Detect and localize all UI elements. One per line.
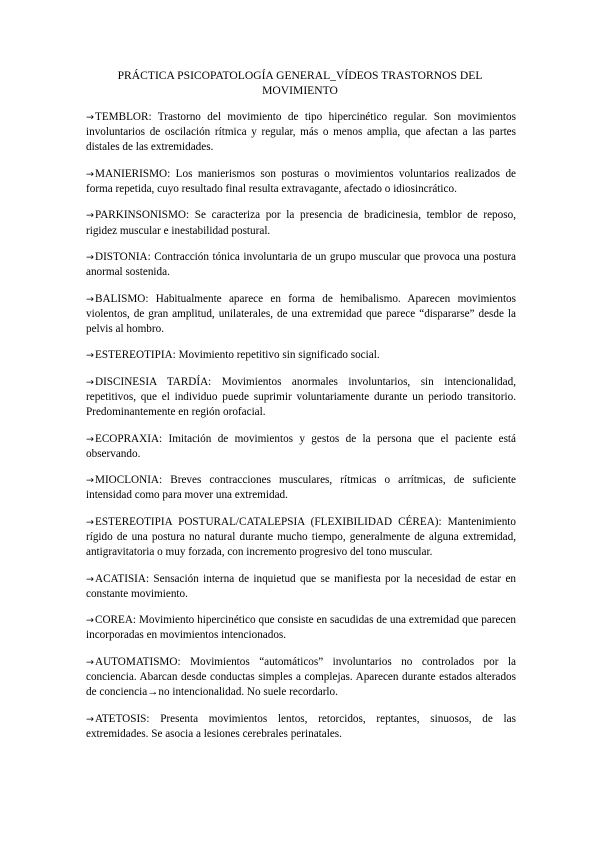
entry-mioclonia — [86, 473, 516, 503]
entry-text: Movimientos anormales involuntarios, sin intencionalidad, repetitivos, que el individuo puede suprimir voluntariamente durante un periodo transitorio. Predominantemente en región orofacial. — [86, 375, 516, 419]
entry-term: PARKINSONISMO: — [95, 209, 190, 222]
entry-term: BALISMO: — [95, 292, 149, 305]
entry-estereotipia — [86, 348, 516, 363]
document-title: PRÁCTICA PSICOPATOLOGÍA GENERAL_VÍDEOS TRASTORNOS DEL MOVIMIENTO — [117, 69, 483, 98]
entry-list — [86, 110, 516, 753]
entry-text: Mantenimiento rígido de una postura no natural durante mucho tiempo, generalmente de alguna extremidad, antigravitatoria o muy forzada, con incremento progresivo del tono muscular. — [86, 515, 516, 559]
entry-parkinsonismo — [86, 208, 516, 238]
entry-acatisia — [86, 572, 516, 602]
entry-text: Movimientos “automáticos” involuntarios no controlados por la conciencia. Abarcan desde conductas simples a complejas. Aparecen durante estados alterados de conciencia→no intencionalidad. No suele recordarlo. — [86, 655, 516, 699]
entry-text: Imitación de movimientos y gestos de la persona que el paciente está observando. — [86, 432, 516, 460]
arrow-icon: → — [86, 376, 94, 388]
arrow-icon: → — [86, 713, 94, 725]
entry-automatismo — [86, 655, 516, 701]
entry-term: TEMBLOR: — [95, 111, 152, 123]
entry-text: Los manierismos son posturas o movimientos voluntarios realizados de forma repetida, cuyo resultado final resulta extravagante, afectado o idiosincrático. — [86, 167, 517, 195]
entry-text: Movimiento repetitivo sin significado social. — [178, 349, 380, 362]
arrow-icon: → — [86, 475, 94, 487]
entry-text: Sensación interna de inquietud que se manifiesta por la necesidad de estar en constante movimiento. — [86, 572, 517, 600]
entry-text: Movimiento hipercinético que consiste en sacudidas de una extremidad que parecen incorporadas en movimientos intencionados. — [86, 614, 517, 642]
entry-text: Habitualmente aparece en forma de hemibalismo. Aparecen movimientos violentos, de gran amplitud, unilaterales, de una extremidad que parece “dispararse” desde la pelvis al hombro. — [86, 292, 517, 335]
arrow-icon: → — [86, 573, 94, 585]
entry-temblor — [86, 110, 516, 156]
entry-estereotipia-postural — [86, 515, 516, 561]
arrow-icon: → — [86, 516, 94, 528]
entry-term: MIOCLONIA: — [95, 474, 163, 487]
entry-manierismo — [86, 167, 516, 197]
entry-term: ATETOSIS: — [95, 712, 150, 725]
entry-discinesia-tardia — [86, 375, 516, 421]
entry-term: AUTOMATISMO: — [95, 655, 181, 668]
entry-term: DISTONIA: — [95, 250, 151, 263]
arrow-icon: → — [86, 168, 94, 180]
entry-term: ECOPRAXIA: — [95, 432, 163, 445]
arrow-icon: → — [86, 656, 94, 668]
arrow-icon: → — [86, 293, 94, 305]
arrow-icon: → — [86, 433, 94, 445]
entry-atetosis — [86, 712, 516, 742]
arrow-icon: → — [86, 350, 94, 362]
entry-text: Trastorno del movimiento de tipo hipercinético regular. Son movimientos involuntarios de oscilación rítmica y regular, más o menos amplia, que afectan a las partes distales de las extremidades. — [86, 111, 516, 154]
entry-term: ESTEREOTIPIA POSTURAL/CATALEPSIA (FLEXIBILIDAD CÉREA): — [95, 515, 442, 528]
entry-term: ESTEREOTIPIA: — [95, 349, 176, 362]
entry-term: ACATISIA: — [95, 572, 150, 585]
arrow-icon: → — [86, 615, 94, 627]
arrow-icon: → — [86, 251, 94, 263]
entry-text: Breves contracciones musculares, rítmicas o arrítmicas, de suficiente intensidad como para mover una extremidad. — [86, 474, 516, 502]
entry-distonia — [86, 250, 516, 280]
entry-term: COREA: — [95, 614, 137, 627]
arrow-icon: → — [86, 112, 94, 123]
entry-term: DISCINESIA TARDÍA: — [95, 375, 212, 388]
entry-balismo — [86, 292, 516, 338]
entry-text: Contracción tónica involuntaria de un grupo muscular que provoca una postura anormal sostenida. — [86, 250, 517, 279]
entry-ecopraxia — [86, 432, 516, 462]
arrow-icon: → — [86, 210, 94, 222]
entry-term: MANIERISMO: — [95, 167, 171, 180]
entry-text: Se caracteriza por la presencia de bradicinesia, temblor de reposo, rigidez muscular e inestabilidad postural. — [86, 209, 516, 237]
entry-text: Presenta movimientos lentos, retorcidos, reptantes, sinuosos, de las extremidades. Se asocia a lesiones cerebrales perinatales. — [86, 712, 516, 740]
entry-corea — [86, 613, 516, 643]
